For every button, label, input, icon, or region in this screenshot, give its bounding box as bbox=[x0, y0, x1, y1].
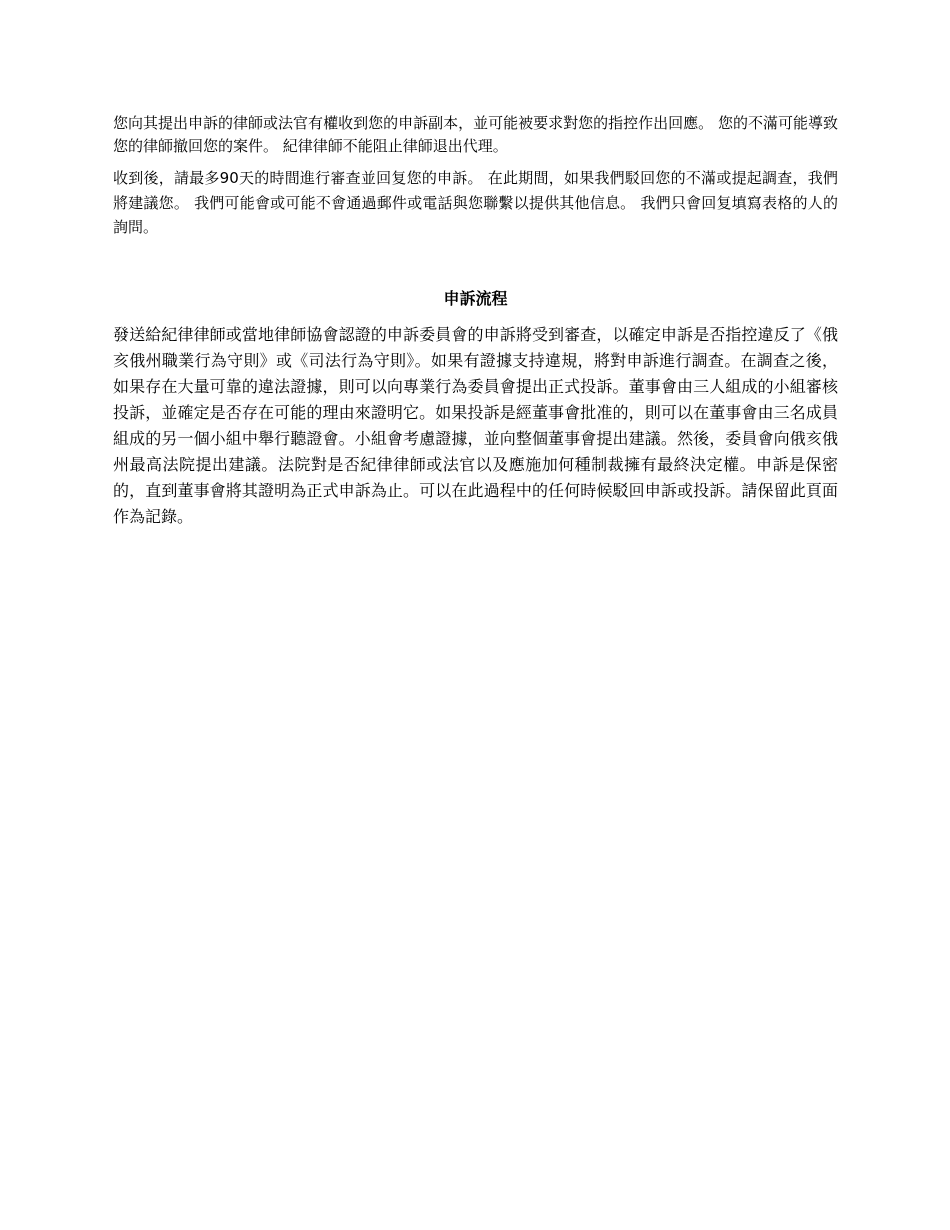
section-heading-complaint-process: 申訴流程 bbox=[443, 288, 508, 308]
paragraph-review-period: 收到後，請最多90天的時間進行審查並回复您的申訴。 在此期間，如果我們駁回您的不滿或提起調查，我們將建議您。 我們可能會或可能不會通過郵件或電話與您聯繫以提供其他信息。 我們只會回复填寫表格的人的詢問。 bbox=[113, 169, 838, 236]
document-page bbox=[113, 112, 838, 530]
paragraph-complaint-copy: 您向其提出申訴的律師或法官有權收到您的申訴副本，並可能被要求對您的指控作出回應。 您的不滿可能導致您的律師撤回您的案件。 紀律律師不能阻止律師退出代理。 bbox=[113, 114, 838, 155]
paragraph-complaint-process: 發送給紀律律師或當地律師協會認證的申訴委員會的申訴將受到審查，以確定申訴是否指控違反了《俄亥俄州職業行為守則》或《司法行為守則》。如果有證據支持違規，將對申訴進行調查。在調查之後，如果存在大量可靠的違法證據，則可以向專業行為委員會提出正式投訴。董事會由三人組成的小組審核投訴，並確定是否存在可能的理由來證明它。如果投訴是經董事會批准的，則可以在董事會由三名成員組成的另一個小組中舉行聽證會。小組會考慮證據，並向整個董事會提出建議。然後，委員會向俄亥俄州最高法院提出建議。法院對是否紀律律師或法官以及應施加何種制裁擁有最終決定權。申訴是保密的，直到董事會將其證明為正式申訴為止。可以在此過程中的任何時候駁回申訴或投訴。請保留此頁面作為記錄。 bbox=[113, 324, 838, 526]
